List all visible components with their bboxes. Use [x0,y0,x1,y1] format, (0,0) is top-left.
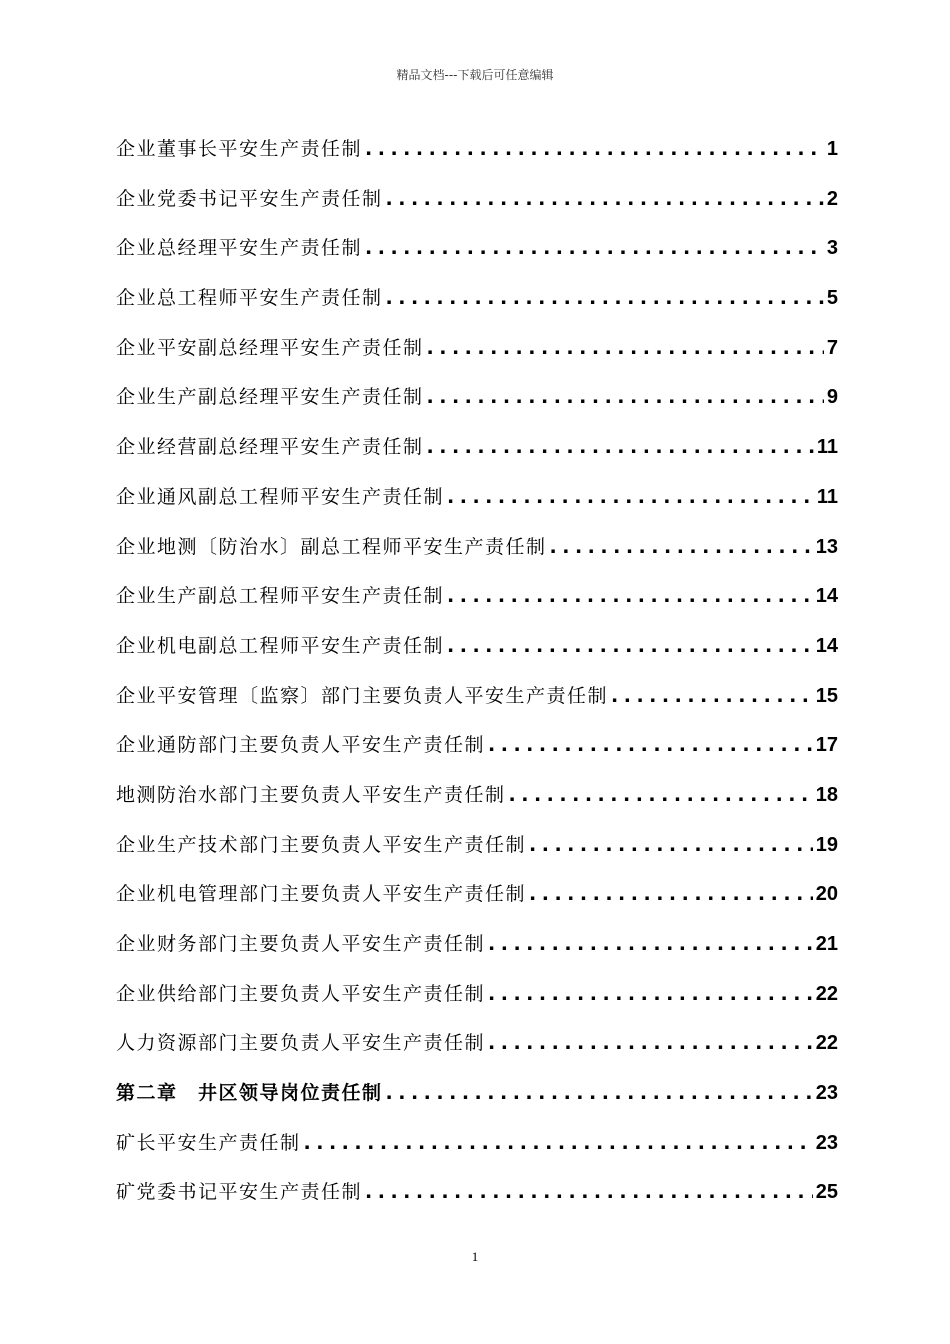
toc-dot-leader [386,1082,813,1104]
toc-dot-leader [529,834,813,856]
toc-entry[interactable] [116,482,838,532]
toc-dot-leader [611,685,813,707]
toc-entry-title: 企业董事长平安生产责任制 [116,138,363,160]
toc-dot-leader [488,933,813,955]
toc-page-number: 7 [826,336,838,359]
toc-dot-leader [447,585,813,607]
toc-entry-title: 企业生产副总经理平安生产责任制 [116,386,424,409]
toc-dot-leader [488,734,813,756]
page-number: 1 [471,1249,479,1264]
toc-page-number: 14 [815,634,838,657]
toc-entry[interactable] [116,233,838,283]
toc-entry-title: 企业经营副总经理平安生产责任制 [116,436,424,459]
toc-entry-title: 地测防治水部门主要负责人平安生产责任制 [116,783,506,806]
toc-entry[interactable] [116,283,838,333]
toc-dot-leader [529,883,813,905]
toc-entry[interactable] [116,730,838,780]
toc-dot-leader [488,1032,813,1054]
toc-dot-leader [427,337,824,359]
toc-entry[interactable] [116,681,838,731]
toc-page-number: 11 [816,436,838,459]
toc-page-number: 14 [815,585,838,608]
toc-dot-leader [488,983,813,1005]
toc-page-number: 18 [815,783,838,806]
toc-entry-title: 企业财务部门主要负责人平安生产责任制 [116,933,486,955]
toc-page-number: 3 [826,237,838,260]
toc-page-number: 22 [815,1032,838,1055]
toc-entry[interactable] [116,1128,838,1178]
toc-page-number: 22 [815,982,838,1005]
toc-dot-leader [447,635,813,657]
toc-entry-title: 企业机电副总工程师平安生产责任制 [116,634,445,657]
toc-entry-title: 企业机电管理部门主要负责人平安生产责任制 [116,883,527,906]
toc-dot-leader [365,138,824,160]
toc-entry-title: 企业总经理平安生产责任制 [116,237,363,260]
toc-page-number: 2 [826,187,838,210]
page-header: 精品文档---下载后可任意编辑 [396,68,554,82]
toc-entry-title: 企业地测〔防治水〕副总工程师平安生产责任制 [116,535,547,558]
toc-entry-title: 企业供给部门主要负责人平安生产责任制 [116,982,486,1005]
toc-entry[interactable] [116,382,838,432]
toc-entry[interactable] [116,830,838,880]
toc-entry[interactable] [116,929,838,979]
toc-entry[interactable] [116,1028,838,1078]
toc-entry[interactable] [116,333,838,383]
toc-entry-title: 第二章 井区领导岗位责任制 [116,1082,383,1105]
toc-entry[interactable] [116,780,838,830]
table-of-contents [116,134,838,1227]
toc-chapter-heading[interactable] [116,1078,838,1128]
toc-dot-leader [427,436,814,458]
toc-dot-leader [386,287,824,309]
toc-entry-title: 人力资源部门主要负责人平安生产责任制 [116,1032,486,1055]
toc-entry-title: 企业通风副总工程师平安生产责任制 [116,485,445,508]
toc-entry-title: 企业生产技术部门主要负责人平安生产责任制 [116,833,527,856]
toc-entry[interactable] [116,134,838,184]
toc-dot-leader [427,386,824,408]
toc-entry[interactable] [116,581,838,631]
toc-page-number: 11 [816,485,838,508]
toc-entry[interactable] [116,879,838,929]
toc-dot-leader [550,536,813,558]
toc-entry-title: 企业通防部门主要负责人平安生产责任制 [116,734,486,757]
toc-entry[interactable] [116,532,838,582]
toc-page-number: 9 [826,386,838,409]
toc-dot-leader [509,784,813,806]
toc-dot-leader [365,237,824,259]
toc-page-number: 21 [815,933,838,955]
toc-page-number: 25 [815,1181,838,1204]
toc-dot-leader [447,486,814,508]
toc-page-number: 1 [826,138,838,160]
toc-page-number: 13 [815,535,838,558]
toc-entry-title: 企业总工程师平安生产责任制 [116,287,383,310]
toc-page-number: 15 [815,684,838,707]
toc-page-number: 20 [815,883,838,906]
toc-entry[interactable] [116,631,838,681]
toc-page-number: 23 [815,1082,838,1105]
toc-entry[interactable] [116,979,838,1029]
toc-entry-title: 企业平安管理〔监察〕部门主要负责人平安生产责任制 [116,684,609,707]
toc-dot-leader [386,188,824,210]
toc-entry-title: 企业生产副总工程师平安生产责任制 [116,585,445,608]
toc-entry[interactable] [116,1177,838,1227]
toc-entry-title: 企业平安副总经理平安生产责任制 [116,336,424,359]
toc-entry[interactable] [116,432,838,482]
toc-entry-title: 企业党委书记平安生产责任制 [116,187,383,210]
toc-dot-leader [304,1132,813,1154]
toc-dot-leader [365,1181,813,1203]
toc-entry-title: 矿党委书记平安生产责任制 [116,1181,363,1204]
toc-page-number: 23 [815,1131,838,1154]
toc-page-number: 5 [826,287,838,310]
toc-entry[interactable] [116,184,838,234]
toc-page-number: 17 [815,734,838,757]
toc-entry-title: 矿长平安生产责任制 [116,1131,301,1154]
toc-page-number: 19 [815,833,838,856]
